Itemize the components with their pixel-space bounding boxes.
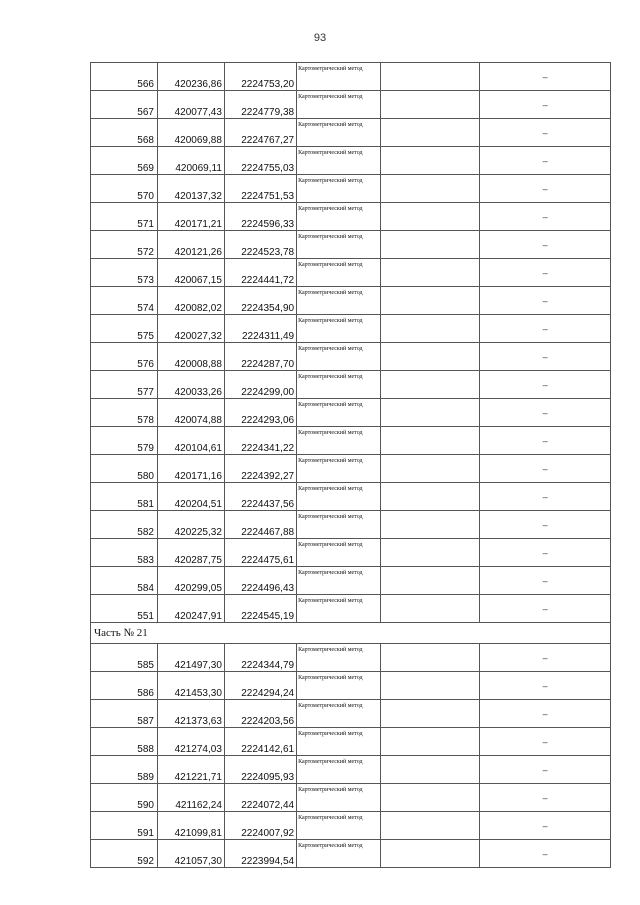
section-header-row	[91, 623, 611, 644]
coordinate-x: 420104,61	[157, 427, 224, 455]
coordinate-y: 2224072,44	[224, 784, 296, 812]
coordinate-y: 2224095,93	[224, 756, 296, 784]
accuracy-dash: –	[480, 700, 611, 728]
page-number: 93	[313, 32, 327, 44]
coordinate-x: 420077,43	[157, 91, 224, 119]
method-cell: Картометрический метод	[297, 175, 381, 203]
point-number: 578	[91, 399, 158, 427]
accuracy-dash: –	[480, 259, 611, 287]
empty-cell	[380, 784, 479, 812]
coordinate-y: 2224007,92	[224, 812, 296, 840]
coordinate-y: 2224354,90	[224, 287, 296, 315]
point-number: 567	[91, 91, 158, 119]
point-number: 568	[91, 119, 158, 147]
point-number: 588	[91, 728, 158, 756]
table-row	[91, 812, 611, 840]
empty-cell	[380, 175, 479, 203]
point-number: 573	[91, 259, 158, 287]
accuracy-dash: –	[480, 427, 611, 455]
table-row	[91, 203, 611, 231]
coordinate-x: 421057,30	[157, 840, 224, 868]
coordinate-x: 420287,75	[157, 539, 224, 567]
table-row	[91, 399, 611, 427]
coordinate-x: 420299,05	[157, 567, 224, 595]
coordinate-x: 420204,51	[157, 483, 224, 511]
point-number: 572	[91, 231, 158, 259]
accuracy-dash: –	[480, 644, 611, 672]
coordinate-x: 420074,88	[157, 399, 224, 427]
accuracy-dash: –	[480, 203, 611, 231]
point-number: 580	[91, 455, 158, 483]
point-number: 582	[91, 511, 158, 539]
coordinate-y: 2224311,49	[224, 315, 296, 343]
table-row	[91, 427, 611, 455]
point-number: 591	[91, 812, 158, 840]
empty-cell	[380, 399, 479, 427]
accuracy-dash: –	[480, 287, 611, 315]
table-row	[91, 644, 611, 672]
table-row	[91, 455, 611, 483]
empty-cell	[380, 672, 479, 700]
accuracy-dash: –	[480, 455, 611, 483]
method-cell: Картометрический метод	[297, 371, 381, 399]
coordinate-y: 2224475,61	[224, 539, 296, 567]
accuracy-dash: –	[480, 399, 611, 427]
method-cell: Картометрический метод	[297, 539, 381, 567]
empty-cell	[380, 700, 479, 728]
method-cell: Картометрический метод	[297, 63, 381, 91]
point-number: 583	[91, 539, 158, 567]
coordinates-table-body	[91, 63, 611, 868]
accuracy-dash: –	[480, 343, 611, 371]
empty-cell	[380, 840, 479, 868]
method-cell: Картометрический метод	[297, 231, 381, 259]
point-number: 590	[91, 784, 158, 812]
table-row	[91, 595, 611, 623]
coordinate-y: 2223994,54	[224, 840, 296, 868]
table-row	[91, 539, 611, 567]
accuracy-dash: –	[480, 567, 611, 595]
method-cell: Картометрический метод	[297, 399, 381, 427]
coordinate-y: 2224545,19	[224, 595, 296, 623]
point-number: 575	[91, 315, 158, 343]
empty-cell	[380, 511, 479, 539]
method-cell: Картометрический метод	[297, 287, 381, 315]
method-cell: Картометрический метод	[297, 784, 381, 812]
table-row	[91, 315, 611, 343]
point-number: 592	[91, 840, 158, 868]
coordinate-y: 2224755,03	[224, 147, 296, 175]
empty-cell	[380, 483, 479, 511]
accuracy-dash: –	[480, 91, 611, 119]
point-number: 577	[91, 371, 158, 399]
empty-cell	[380, 371, 479, 399]
method-cell: Картометрический метод	[297, 812, 381, 840]
empty-cell	[380, 756, 479, 784]
table-row	[91, 567, 611, 595]
coordinate-y: 2224523,78	[224, 231, 296, 259]
empty-cell	[380, 119, 479, 147]
table-row	[91, 119, 611, 147]
empty-cell	[380, 203, 479, 231]
method-cell: Картометрический метод	[297, 595, 381, 623]
method-cell: Картометрический метод	[297, 700, 381, 728]
section-title: Часть № 21	[91, 623, 611, 644]
point-number: 570	[91, 175, 158, 203]
point-number: 576	[91, 343, 158, 371]
accuracy-dash: –	[480, 840, 611, 868]
accuracy-dash: –	[480, 595, 611, 623]
coordinate-y: 2224779,38	[224, 91, 296, 119]
empty-cell	[380, 728, 479, 756]
empty-cell	[380, 595, 479, 623]
table-row	[91, 483, 611, 511]
coordinate-y: 2224596,33	[224, 203, 296, 231]
table-row	[91, 91, 611, 119]
empty-cell	[380, 427, 479, 455]
coordinate-x: 421453,30	[157, 672, 224, 700]
empty-cell	[380, 455, 479, 483]
coordinate-x: 421274,03	[157, 728, 224, 756]
accuracy-dash: –	[480, 371, 611, 399]
coordinate-x: 420069,88	[157, 119, 224, 147]
method-cell: Картометрический метод	[297, 511, 381, 539]
table-row	[91, 756, 611, 784]
method-cell: Картометрический метод	[297, 840, 381, 868]
empty-cell	[380, 259, 479, 287]
coordinate-y: 2224392,27	[224, 455, 296, 483]
accuracy-dash: –	[480, 784, 611, 812]
accuracy-dash: –	[480, 147, 611, 175]
point-number: 585	[91, 644, 158, 672]
coordinate-y: 2224767,27	[224, 119, 296, 147]
coordinate-x: 420225,32	[157, 511, 224, 539]
empty-cell	[380, 539, 479, 567]
method-cell: Картометрический метод	[297, 315, 381, 343]
coordinate-x: 421221,71	[157, 756, 224, 784]
method-cell: Картометрический метод	[297, 455, 381, 483]
empty-cell	[380, 63, 479, 91]
empty-cell	[380, 147, 479, 175]
method-cell: Картометрический метод	[297, 119, 381, 147]
method-cell: Картометрический метод	[297, 756, 381, 784]
table-row	[91, 287, 611, 315]
empty-cell	[380, 287, 479, 315]
method-cell: Картометрический метод	[297, 672, 381, 700]
coordinate-y: 2224299,00	[224, 371, 296, 399]
coordinate-y: 2224344,79	[224, 644, 296, 672]
table-row	[91, 700, 611, 728]
table-row	[91, 231, 611, 259]
empty-cell	[380, 343, 479, 371]
coordinate-x: 420008,88	[157, 343, 224, 371]
point-number: 581	[91, 483, 158, 511]
table-row	[91, 175, 611, 203]
coordinate-y: 2224753,20	[224, 63, 296, 91]
point-number: 584	[91, 567, 158, 595]
coordinate-x: 420236,86	[157, 63, 224, 91]
table-row	[91, 343, 611, 371]
accuracy-dash: –	[480, 231, 611, 259]
empty-cell	[380, 91, 479, 119]
coordinate-y: 2224287,70	[224, 343, 296, 371]
accuracy-dash: –	[480, 539, 611, 567]
method-cell: Картометрический метод	[297, 567, 381, 595]
coordinate-y: 2224496,43	[224, 567, 296, 595]
method-cell: Картометрический метод	[297, 91, 381, 119]
table-row	[91, 728, 611, 756]
coordinate-x: 421099,81	[157, 812, 224, 840]
method-cell: Картометрический метод	[297, 203, 381, 231]
method-cell: Картометрический метод	[297, 259, 381, 287]
table-row	[91, 672, 611, 700]
method-cell: Картометрический метод	[297, 483, 381, 511]
point-number: 587	[91, 700, 158, 728]
empty-cell	[380, 567, 479, 595]
coordinate-y: 2224203,56	[224, 700, 296, 728]
point-number: 574	[91, 287, 158, 315]
point-number: 566	[91, 63, 158, 91]
coordinate-y: 2224142,61	[224, 728, 296, 756]
coordinates-table	[90, 62, 611, 868]
point-number: 579	[91, 427, 158, 455]
coordinate-x: 421497,30	[157, 644, 224, 672]
coordinate-y: 2224467,88	[224, 511, 296, 539]
coordinate-y: 2224293,06	[224, 399, 296, 427]
point-number: 551	[91, 595, 158, 623]
accuracy-dash: –	[480, 672, 611, 700]
table-row	[91, 259, 611, 287]
table-row	[91, 784, 611, 812]
coordinate-x: 420171,16	[157, 455, 224, 483]
accuracy-dash: –	[480, 175, 611, 203]
empty-cell	[380, 812, 479, 840]
coordinate-x: 420137,32	[157, 175, 224, 203]
method-cell: Картометрический метод	[297, 728, 381, 756]
method-cell: Картометрический метод	[297, 427, 381, 455]
table-row	[91, 840, 611, 868]
point-number: 586	[91, 672, 158, 700]
empty-cell	[380, 315, 479, 343]
accuracy-dash: –	[480, 511, 611, 539]
accuracy-dash: –	[480, 63, 611, 91]
coordinate-x: 420069,11	[157, 147, 224, 175]
coordinate-y: 2224441,72	[224, 259, 296, 287]
coordinate-x: 421162,24	[157, 784, 224, 812]
point-number: 589	[91, 756, 158, 784]
point-number: 571	[91, 203, 158, 231]
accuracy-dash: –	[480, 728, 611, 756]
coordinate-x: 420082,02	[157, 287, 224, 315]
method-cell: Картометрический метод	[297, 343, 381, 371]
coordinate-x: 420171,21	[157, 203, 224, 231]
accuracy-dash: –	[480, 315, 611, 343]
method-cell: Картометрический метод	[297, 147, 381, 175]
coordinate-y: 2224751,53	[224, 175, 296, 203]
table-row	[91, 511, 611, 539]
coordinate-y: 2224437,56	[224, 483, 296, 511]
coordinate-y: 2224341,22	[224, 427, 296, 455]
table-row	[91, 63, 611, 91]
coordinate-x: 421373,63	[157, 700, 224, 728]
table-row	[91, 147, 611, 175]
point-number: 569	[91, 147, 158, 175]
table-row	[91, 371, 611, 399]
accuracy-dash: –	[480, 483, 611, 511]
accuracy-dash: –	[480, 119, 611, 147]
empty-cell	[380, 231, 479, 259]
coordinate-x: 420121,26	[157, 231, 224, 259]
accuracy-dash: –	[480, 812, 611, 840]
empty-cell	[380, 644, 479, 672]
coordinate-x: 420067,15	[157, 259, 224, 287]
coordinate-x: 420033,26	[157, 371, 224, 399]
coordinate-y: 2224294,24	[224, 672, 296, 700]
accuracy-dash: –	[480, 756, 611, 784]
coordinate-x: 420027,32	[157, 315, 224, 343]
method-cell: Картометрический метод	[297, 644, 381, 672]
coordinate-x: 420247,91	[157, 595, 224, 623]
